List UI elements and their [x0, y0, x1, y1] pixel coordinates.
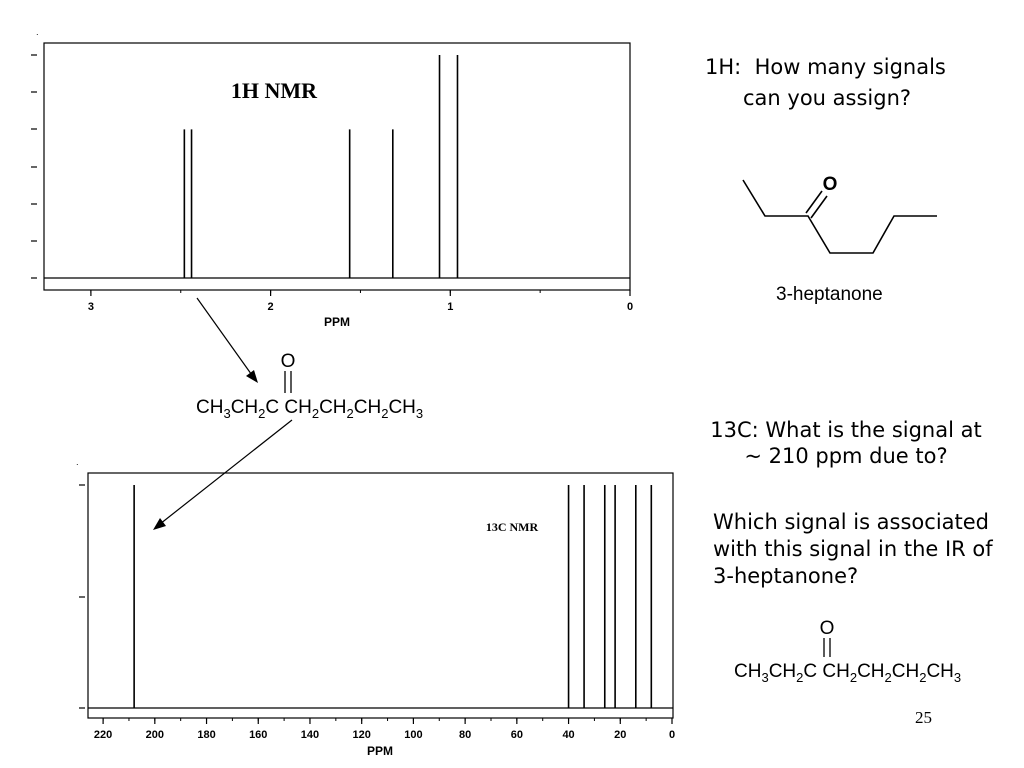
h1-x-axis-label: PPM: [323, 315, 351, 329]
c13-x-tick-label: 180: [197, 729, 216, 741]
condensed-formula-middle: [196, 351, 423, 421]
h1-y-ticks: [31, 55, 37, 278]
c13-x-tick-label: 100: [404, 729, 423, 741]
ir-question-line1: Which signal is associated: [713, 510, 990, 534]
c13-peaks: [134, 485, 651, 708]
skeletal-oxygen-label: O: [822, 174, 838, 195]
skeletal-structure-3-heptanone: [743, 174, 937, 253]
h1-x-ticks: [88, 290, 633, 313]
carbonyl-oxygen-label: O: [280, 351, 296, 372]
c13-x-tick-label: 60: [510, 729, 523, 741]
condensed-formula: $CH_3CH_2C$ $CH_2CH_2CH_2CH_3$: [196, 397, 424, 421]
h1-x-tick-label: 3: [87, 301, 94, 313]
c13-y-ticks: [79, 485, 85, 708]
h1-chart-title: 1H NMR: [230, 78, 318, 103]
svg-text:.: .: [76, 458, 79, 467]
condensed-formula-bottom: [734, 618, 961, 685]
bottom-oxygen-label: O: [819, 618, 835, 639]
arrow-h1-to-ch2: [197, 298, 254, 378]
h1-x-tick-label: 0: [626, 301, 634, 313]
c13-x-axis-label: PPM: [366, 744, 394, 758]
slide-number: 25: [915, 708, 932, 727]
carbonyl-bond-b: [811, 196, 827, 218]
h1-peaks: [184, 55, 457, 278]
c13-x-tick-label: 160: [249, 729, 268, 741]
h1-nmr-chart: [31, 28, 633, 329]
c13-x-tick-label: 120: [352, 729, 371, 741]
h1-question-line2: can you assign?: [743, 86, 912, 110]
c13-x-tick-label: 80: [459, 729, 472, 741]
c13-x-tick-label: 200: [145, 729, 164, 741]
c13-x-tick-label: 40: [562, 729, 575, 741]
carbon-chain: [743, 180, 937, 253]
h1-plot-frame: [44, 43, 630, 290]
c13-nmr-chart: [76, 458, 675, 758]
c13-x-tick-label: 220: [93, 729, 113, 741]
h1-question-line1: 1H: How many signals: [705, 55, 946, 79]
c13-x-tick-label: 0: [668, 729, 676, 741]
compound-name: 3-heptanone: [776, 284, 883, 305]
c13-question-line2: ~ 210 ppm due to?: [744, 444, 948, 468]
c13-x-tick-label: 140: [300, 729, 320, 741]
c13-question-line1: 13C: What is the signal at: [710, 418, 982, 442]
c13-x-tick-label: 20: [614, 729, 627, 741]
h1-x-tick-label: 2: [267, 301, 274, 313]
c13-chart-title: 13C NMR: [485, 520, 539, 534]
condensed-formula-2: $CH_3CH_2C$ $CH_2CH_2CH_2CH_3$: [734, 661, 962, 685]
carbonyl-bond-a: [806, 191, 822, 213]
h1-x-tick-label: 1: [447, 301, 454, 313]
svg-text:.: .: [36, 28, 39, 37]
ir-question-line2: with this signal in the IR of: [713, 537, 993, 561]
c13-plot-frame: [88, 473, 673, 718]
arrow-carbonyl-to-c13-peak: [160, 420, 292, 524]
c13-x-ticks: [94, 718, 675, 741]
ir-question-line3: 3-heptanone?: [713, 564, 859, 588]
